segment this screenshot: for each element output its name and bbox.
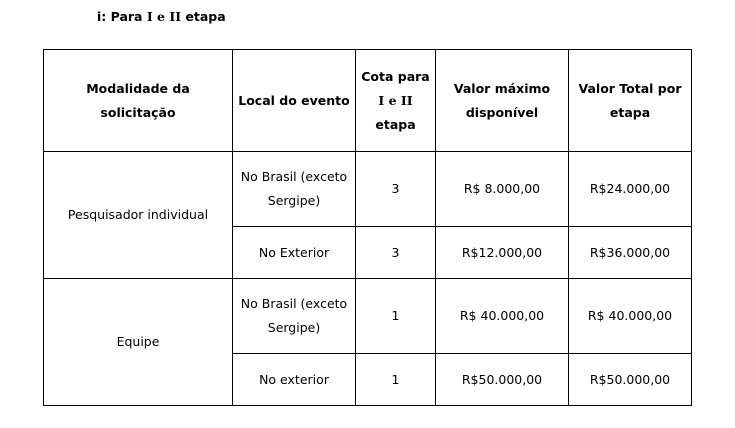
header-valor-total: Valor Total por etapa [569, 50, 692, 152]
cell-modalidade: Equipe [44, 279, 233, 406]
table-header-row [44, 50, 692, 152]
table-row [44, 279, 692, 354]
header-local: Local do evento [233, 50, 356, 152]
cell-cota: 1 [356, 279, 436, 354]
cell-local: No Brasil (exceto Sergipe) [233, 152, 356, 227]
heading-suffix: etapa [181, 9, 226, 24]
cell-local: No Brasil (exceto Sergipe) [233, 279, 356, 354]
cell-valor-total: R$ 40.000,00 [569, 279, 692, 354]
header-cota [356, 50, 436, 152]
cell-modalidade: Pesquisador individual [44, 152, 233, 279]
cell-valor-maximo: R$50.000,00 [436, 354, 569, 406]
cell-valor-maximo: R$ 40.000,00 [436, 279, 569, 354]
header-valor-maximo: Valor máximo disponível [436, 50, 569, 152]
cell-valor-total: R$24.000,00 [569, 152, 692, 227]
cell-local: No Exterior [233, 227, 356, 279]
header-cota-line3: etapa [375, 116, 416, 132]
table-row [44, 152, 692, 227]
cell-valor-maximo: R$ 8.000,00 [436, 152, 569, 227]
cell-cota: 3 [356, 152, 436, 227]
cell-valor-total: R$36.000,00 [569, 227, 692, 279]
cell-valor-total: R$50.000,00 [569, 354, 692, 406]
heading-stage-numerals: I e II [146, 9, 182, 24]
header-cota-line1: Cota para [361, 68, 430, 84]
cell-cota: 1 [356, 354, 436, 406]
section-heading [97, 9, 226, 24]
cell-valor-maximo: R$12.000,00 [436, 227, 569, 279]
cell-cota: 3 [356, 227, 436, 279]
header-cota-line2: I e II [378, 92, 413, 108]
heading-prefix: i: Para [97, 9, 147, 24]
funding-table [43, 49, 692, 406]
cell-local: No exterior [233, 354, 356, 406]
header-modalidade: Modalidade da solicitação [44, 50, 233, 152]
